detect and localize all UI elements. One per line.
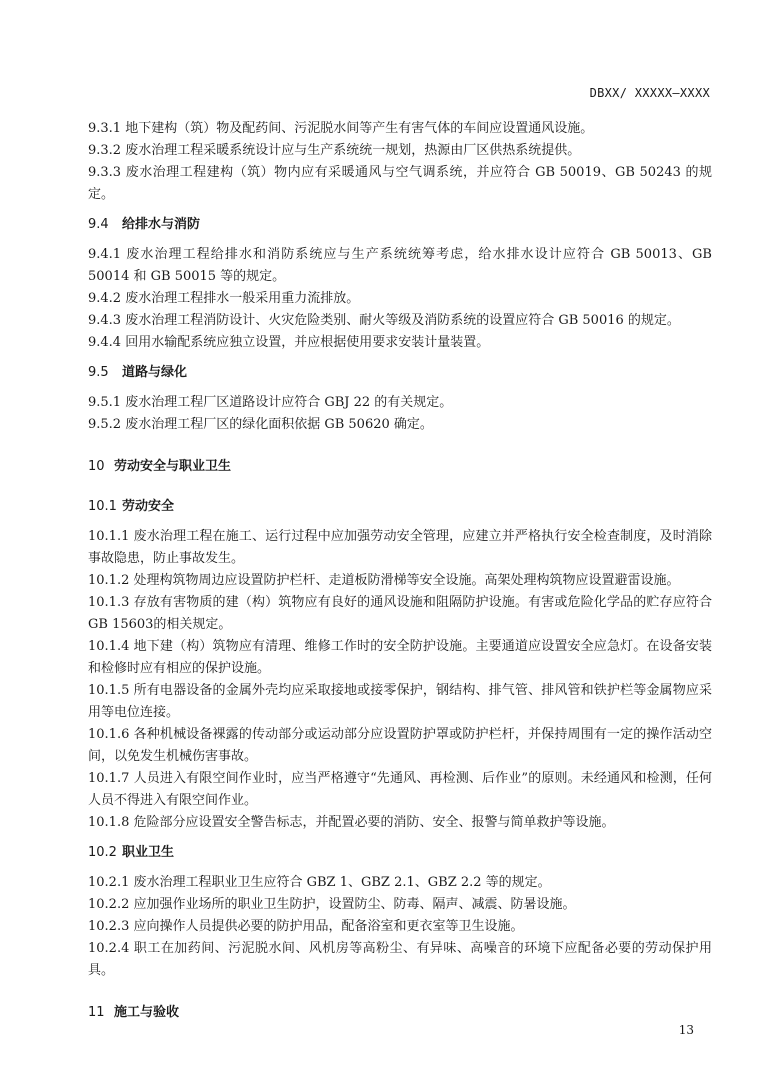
clause-9-3-2: 9.3.2 废水治理工程采暖系统设计应与生产系统统一规划，热源由厂区供热系统提供。 — [88, 143, 581, 158]
section-title: 劳动安全 — [122, 499, 175, 514]
clause-9-4-2: 9.4.2 废水治理工程排水一般采用重力流排放。 — [88, 291, 360, 306]
chapter-number: 11 — [88, 1005, 105, 1020]
section-heading-9-4 — [88, 214, 712, 236]
section-number: 9.4 — [88, 217, 109, 232]
clause-10-2-3: 10.2.3 应向操作人员提供必要的防护用品，配备浴室和更衣室等卫生设施。 — [88, 919, 524, 934]
clause-10-1-1: 10.1.1 废水治理工程在施工、运行过程中应加强劳动安全管理，应建立并严格执行安全检查制度，及时消除事故隐患，防止事故发生。 — [88, 529, 712, 566]
clause-9-5-1: 9.5.1 废水治理工程厂区道路设计应符合 GBJ 22 的有关规定。 — [88, 395, 453, 410]
clause-9-4-3: 9.4.3 废水治理工程消防设计、火灾危险类别、耐火等级及消防系统的设置应符合 GB 50016 的规定。 — [88, 313, 680, 328]
chapter-number: 10 — [88, 459, 105, 474]
page-content — [88, 118, 712, 1024]
section-title: 职业卫生 — [122, 845, 175, 860]
clause-9-3-3: 9.3.3 废水治理工程建构（筑）物内应有采暖通风与空气调系统，并应符合 GB 50019、GB 50243 的规定。 — [88, 165, 712, 202]
clause-10-1-5: 10.1.5 所有电器设备的金属外壳均应采取接地或接零保护，钢结构、排气管、排风管和铁护栏等金属物应采用等电位连接。 — [88, 683, 712, 720]
clause-10-1-3: 10.1.3 存放有害物质的建（构）筑物应有良好的通风设施和阻隔防护设施。有害或危险化学品的贮存应符合GB 15603的相关规定。 — [88, 595, 712, 632]
clause-9-4-1: 9.4.1 废水治理工程给排水和消防系统应与生产系统统筹考虑，给水排水设计应符合 GB 50013、GB 50014 和 GB 50015 等的规定。 — [88, 247, 712, 284]
clause-10-2-2: 10.2.2 应加强作业场所的职业卫生防护，设置防尘、防毒、隔声、减震、防暑设施。 — [88, 897, 576, 912]
section-heading-10-2 — [88, 842, 712, 864]
clause-10-1-7: 10.1.7 人员进入有限空间作业时，应当严格遵守“先通风、再检测、后作业”的原则。未经通风和检测，任何人员不得进入有限空间作业。 — [88, 771, 712, 808]
section-number: 9.5 — [88, 365, 109, 380]
section-number: 10.1 — [88, 499, 117, 514]
chapter-heading-10 — [88, 456, 712, 478]
document-code: DBXX/ XXXXX—XXXX — [589, 86, 710, 100]
section-title: 给排水与消防 — [122, 217, 201, 232]
section-title: 道路与绿化 — [122, 365, 188, 380]
clause-10-1-4: 10.1.4 地下建（构）筑物应有清理、维修工作时的安全防护设施。主要通道应设置安全应急灯。在设备安装和检修时应有相应的保护设施。 — [88, 639, 712, 676]
clause-10-1-6: 10.1.6 各种机械设备裸露的传动部分或运动部分应设置防护罩或防护栏杆，并保持周围有一定的操作活动空间，以免发生机械伤害事故。 — [88, 727, 712, 764]
clause-10-1-2: 10.1.2 处理构筑物周边应设置防护栏杆、走道板防滑梯等安全设施。高架处理构筑物应设置避雷设施。 — [88, 573, 680, 588]
page-number: 13 — [678, 1023, 694, 1037]
clause-9-4-4: 9.4.4 回用水输配系统应独立设置，并应根据使用要求安装计量装置。 — [88, 335, 490, 350]
chapter-title: 施工与验收 — [114, 1005, 180, 1020]
chapter-title: 劳动安全与职业卫生 — [114, 459, 232, 474]
section-heading-10-1 — [88, 496, 712, 518]
section-number: 10.2 — [88, 845, 117, 860]
clause-9-3-1: 9.3.1 地下建构（筑）物及配药间、污泥脱水间等产生有害气体的车间应设置通风设施。 — [88, 121, 594, 136]
section-heading-9-5 — [88, 362, 712, 384]
clause-10-2-4: 10.2.4 职工在加药间、污泥脱水间、风机房等高粉尘、有异味、高噪音的环境下应配备必要的劳动保护用具。 — [88, 941, 712, 978]
clause-10-2-1: 10.2.1 废水治理工程职业卫生应符合 GBZ 1、GBZ 2.1、GBZ 2.2 等的规定。 — [88, 875, 551, 890]
clause-9-5-2: 9.5.2 废水治理工程厂区的绿化面积依据 GB 50620 确定。 — [88, 417, 433, 432]
chapter-heading-11 — [88, 1002, 712, 1024]
clause-10-1-8: 10.1.8 危险部分应设置安全警告标志，并配置必要的消防、安全、报警与简单救护等设施。 — [88, 815, 615, 830]
